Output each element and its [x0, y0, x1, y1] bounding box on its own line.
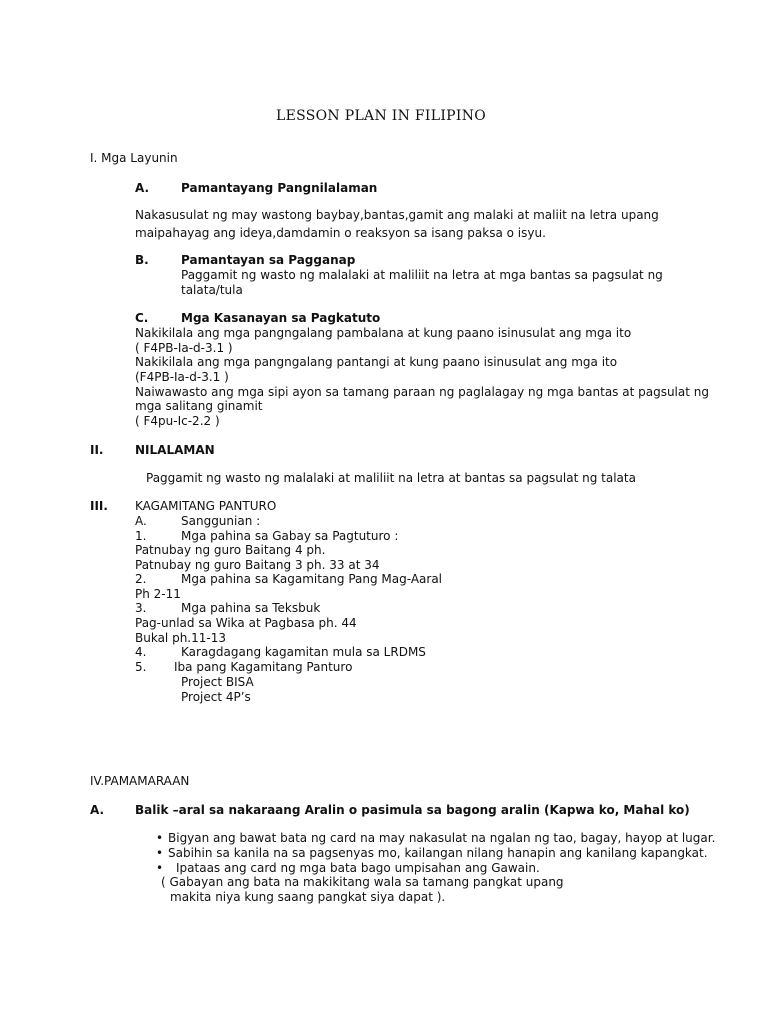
- section-1a-label: Pamantayang Pangnilalaman: [181, 181, 378, 195]
- bullet-item: [156, 846, 708, 861]
- section-2-text: Paggamit ng wasto ng malalaki at maliliit na letra at bantas sa pagsulat ng talata: [146, 471, 636, 485]
- bullet-icon: •: [156, 846, 164, 860]
- item-5-label: Iba pang Kagamitang Panturo: [174, 660, 353, 674]
- item-1-line: Patnubay ng guro Baitang 4 ph.: [135, 543, 326, 557]
- item-3-label: Mga pahina sa Teksbuk: [181, 601, 321, 615]
- item-1-marker: 1.: [135, 529, 147, 543]
- item-1-line: Patnubay ng guro Baitang 3 ph. 33 at 34: [135, 558, 380, 572]
- item-5-subitem: Project BISA: [181, 675, 254, 689]
- note-line: ( Gabayan ang bata na makikitang wala sa tamang pangkat upang: [161, 875, 564, 889]
- section-1a-text-line: Nakasusulat ng may wastong baybay,bantas,gamit ang malaki at maliit na letra upang: [135, 208, 659, 222]
- section-2-heading: NILALAMAN: [135, 443, 215, 457]
- bullet-icon: •: [156, 861, 164, 875]
- section-2-marker: II.: [90, 443, 104, 457]
- item-5-subitem: Project 4P’s: [181, 690, 251, 704]
- section-1c-code: (F4PB-Ia-d-3.1 ): [135, 370, 229, 384]
- item-2-line: Ph 2-11: [135, 587, 181, 601]
- note-line: makita niya kung saang pangkat siya dapat ).: [170, 890, 446, 904]
- section-3-heading: KAGAMITANG PANTURO: [135, 499, 277, 513]
- section-1c-code: ( F4pu-Ic-2.2 ): [135, 414, 220, 428]
- section-1-heading: I. Mga Layunin: [90, 151, 178, 165]
- item-2-marker: 2.: [135, 572, 147, 586]
- section-1b-label: Pamantayan sa Pagganap: [181, 253, 356, 267]
- section-1c-code: ( F4PB-Ia-d-3.1 ): [135, 341, 233, 355]
- section-1b-marker: B.: [135, 253, 149, 267]
- section-4-heading: IV.PAMAMARAAN: [90, 774, 190, 788]
- section-3a-marker: A.: [135, 514, 147, 528]
- bullet-text: Ipataas ang card ng mga bata bago umpisahan ang Gawain.: [176, 861, 540, 875]
- item-5-marker: 5.: [135, 660, 147, 674]
- section-1a-text-line: maipahayag ang ideya,damdamin o reaksyon sa isang paksa o isyu.: [135, 226, 546, 240]
- bullet-text: Sabihin sa kanila na sa pagsenyas mo, kailangan nilang hanapin ang kanilang kapangkat.: [168, 846, 708, 860]
- item-1-label: Mga pahina sa Gabay sa Pagtuturo :: [181, 529, 399, 543]
- page-title: LESSON PLAN IN FILIPINO: [276, 108, 487, 124]
- section-3a-label: Sanggunian :: [181, 514, 261, 528]
- section-1c-text-line: mga salitang ginamit: [135, 399, 263, 413]
- item-3-line: Pag-unlad sa Wika at Pagbasa ph. 44: [135, 616, 357, 630]
- section-1b-text-line: talata/tula: [181, 283, 243, 297]
- section-1c-marker: C.: [135, 311, 149, 325]
- item-4-marker: 4.: [135, 645, 147, 659]
- section-1a-marker: A.: [135, 181, 150, 195]
- section-1b-text-line: Paggamit ng wasto ng malalaki at maliliit na letra at mga bantas sa pagsulat ng: [181, 268, 663, 282]
- section-3-marker: III.: [90, 499, 108, 513]
- section-1c-label: Mga Kasanayan sa Pagkatuto: [181, 311, 381, 325]
- section-4a-label: Balik –aral sa nakaraang Aralin o pasimula sa bagong aralin (Kapwa ko, Mahal ko): [135, 803, 690, 817]
- item-3-line: Bukal ph.11-13: [135, 631, 226, 645]
- item-2-label: Mga pahina sa Kagamitang Pang Mag-Aaral: [181, 572, 443, 586]
- section-1c-text-line: Naiwawasto ang mga sipi ayon sa tamang paraan ng paglalagay ng mga bantas at pagsulat ng: [135, 385, 709, 399]
- section-1c-text-line: Nakikilala ang mga pangngalang pantangi at kung paano isinusulat ang mga ito: [135, 355, 618, 369]
- section-4a-marker: A.: [90, 803, 105, 817]
- section-1c-text-line: Nakikilala ang mga pangngalang pambalana at kung paano isinusulat ang mga ito: [135, 326, 632, 340]
- bullet-item: [156, 861, 540, 876]
- item-3-marker: 3.: [135, 601, 147, 615]
- bullet-text: Bigyan ang bawat bata ng card na may nakasulat na ngalan ng tao, bagay, hayop at lugar.: [168, 831, 716, 845]
- bullet-item: [156, 831, 715, 846]
- bullet-icon: •: [156, 831, 164, 845]
- item-4-label: Karagdagang kagamitan mula sa LRDMS: [181, 645, 426, 659]
